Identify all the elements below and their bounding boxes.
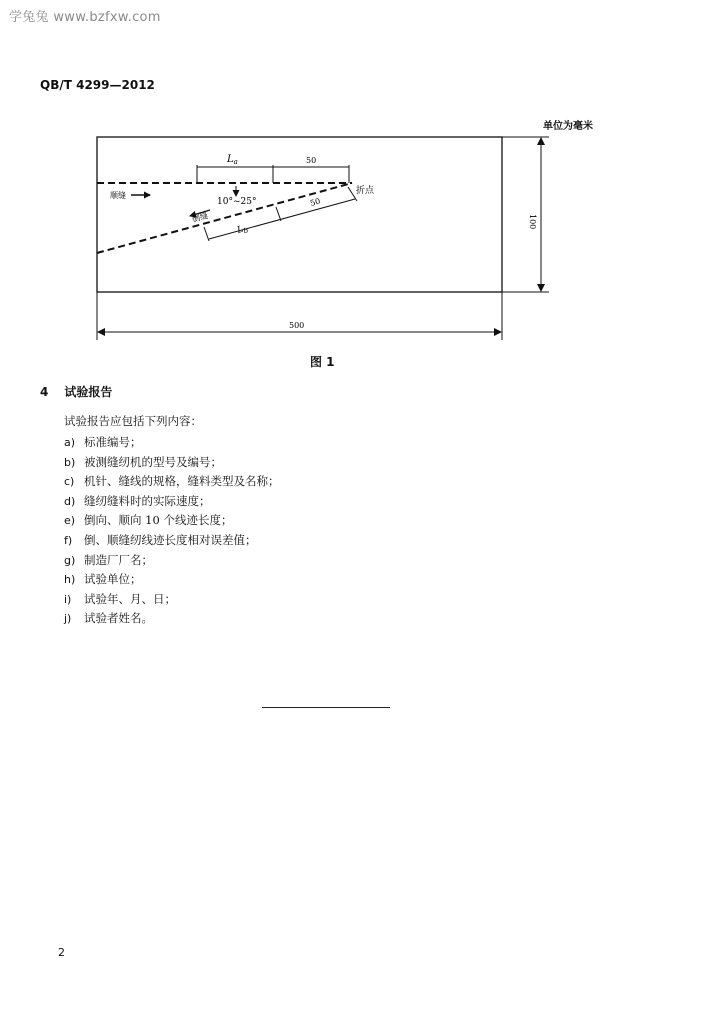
list-item: g) 制造厂厂名； [64, 552, 153, 567]
turning-point-label: 折点 [356, 186, 375, 196]
dim-100: 100 [528, 214, 537, 230]
dim-500: 500 [289, 321, 305, 330]
list-item: a) 标准编号； [64, 435, 142, 449]
list-item: f) 倒、顺缝纫线迹长度相对误差值； [64, 532, 257, 547]
dim-50-diag: 50 [309, 196, 322, 208]
section-title: 试验报告 [64, 385, 113, 399]
la-label: $L_a$ [227, 154, 238, 166]
list-item: d) 缝纫缝料时的实际速度； [64, 493, 211, 508]
figure-1-diagram [0, 0, 701, 380]
page-number: 2 [58, 946, 65, 959]
list-item: e) 倒向、顺向 10 个线迹长度； [64, 513, 233, 528]
section-number: 4 [40, 385, 49, 399]
reverse-stitch-line [97, 183, 352, 253]
list-item: c) 机针、缝线的规格，缝料类型及名称； [64, 474, 280, 489]
lb-label: $L_b$ [236, 224, 250, 236]
figure-caption: 图 1 [310, 355, 335, 369]
angle-label: 10°~25° [217, 197, 257, 207]
section-heading [40, 383, 112, 400]
forward-seam-label: 顺缝 [110, 191, 126, 200]
list-item: h) 试验单位； [64, 572, 142, 587]
reverse-seam-label: 倒缝 [191, 211, 209, 224]
list-item: b) 被测缝纫机的型号及编号； [64, 454, 222, 469]
standard-code: QB/T 4299—2012 [40, 78, 155, 92]
list-item: i) 试验年、月、日； [64, 591, 176, 606]
dim-50-top: 50 [306, 156, 317, 165]
report-items-list [64, 433, 280, 629]
intro-text: 试验报告应包括下列内容： [64, 414, 202, 428]
unit-note: 单位为毫米 [543, 121, 593, 132]
list-item: j) 试验者姓名。 [64, 611, 153, 626]
watermark: 学兔兔 www.bzfxw.com [9, 10, 161, 25]
end-rule [262, 707, 390, 708]
